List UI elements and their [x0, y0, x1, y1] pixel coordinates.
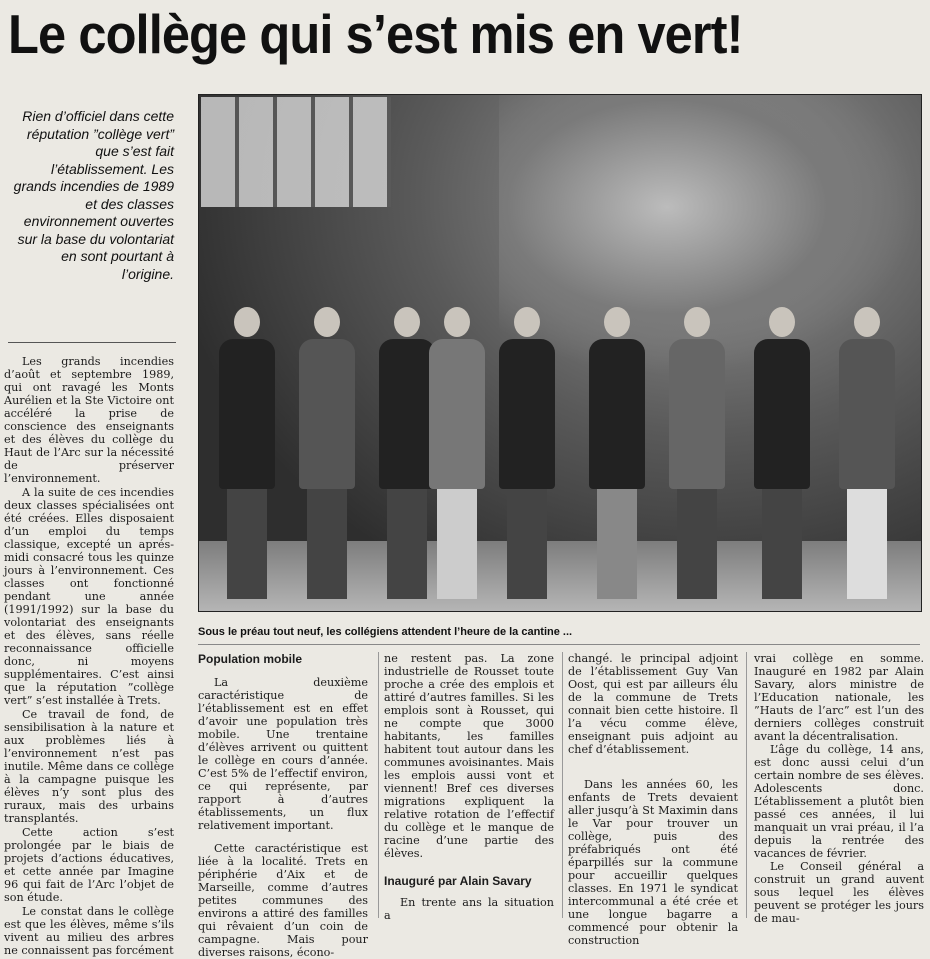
- article-column-1: [198, 652, 368, 959]
- column-paragraph: En trente ans la situation a: [384, 896, 554, 922]
- column-paragraph: ne restent pas. La zone industrielle de Rousset toute proche a crée des emplois et attiré d’autres familles. Si les emplois sont à Rousset, qui ne compte que 3000 habitants, les familles habitent tout autour dans les communes avoisinantes. Mais les emplois aussi vont et viennent! Bref ces diverses migrations expliquent la relative rotation de l’effectif du collège et le manque de racine d’une partie des élèves.: [384, 652, 554, 860]
- left-paragraph: A la suite de ces incendies deux classes spécialisées ont été créées. Elles disposaient d’un emploi du temps classique, excepté un aprés-midi consacré tous les quinze jours à l’environnement. Ces classes ont fonctionné pendant une année (1991/1992) sur la base du volontariat des enseignants et des élèves, sans réelle reconnaissance officielle donc, ni moyens supplémentaires. C’est ainsi que la réputation ”collège vert” s’est installée à Trets.: [4, 486, 174, 707]
- article-column-2: [384, 652, 554, 920]
- student-figure: [754, 307, 810, 599]
- student-figure: [839, 307, 895, 599]
- column-divider: [378, 652, 379, 918]
- lead-paragraph: Rien d’officiel dans cette réputation ”collège vert” que s’est fait l’établissement. Les grands incendies de 1989 et des classes environnement ouvertes sur la base du volontariat en sont pourtant à l’origine.: [13, 108, 174, 282]
- subhead-population: Population mobile: [198, 652, 302, 666]
- left-paragraph: Le constat dans le collège est que les élèves, même s’ils vivent au milieu des arbres ne connaissent pas forcément: [4, 905, 174, 957]
- student-figure: [669, 307, 725, 599]
- student-figure: [589, 307, 645, 599]
- column-divider: [746, 652, 747, 918]
- lead-divider: [8, 342, 176, 343]
- column-paragraph: vrai collège en somme. Inauguré en 1982 par Alain Savary, alors ministre de l’Education nationale, les ”Hauts de l’arc” est l’un des derniers collèges construit avant la décentralisation.: [754, 652, 924, 743]
- caption-divider: [198, 644, 920, 645]
- column-divider: [562, 652, 563, 918]
- group-photo: [198, 94, 922, 612]
- student-figure: [299, 307, 355, 599]
- headline: Le collège qui s’est mis en vert!: [8, 3, 743, 65]
- student-figure: [379, 307, 435, 599]
- column-paragraph: La deuxième caractéristique de l’établissement est en effet d’avoir une population très mobile. Une trentaine d’élèves arrivent ou quittent le collège en cours d’année. C’est 5% de l’effectif environ, ce qui représente, par rapport à d’autres établissements, un flux relativement important.: [198, 676, 368, 832]
- left-paragraph: Ce travail de fond, de sensibilisation à la nature et aux problèmes liés à l’environnement n’est pas inutile. Même dans ce collège à la campagne puisque les élèves n’y sont plus des ruraux, mais des urbains transplantés.: [4, 708, 174, 825]
- column-paragraph: Cette caractéristique est liée à la localité. Trets en périphérie d’Aix et de Marseille, comme d’autres petites communes des environs a attiré des familles qui rêvaient d’un coin de campagne. Mais pour diverses raisons, écono-: [198, 842, 368, 959]
- left-column: [4, 355, 174, 957]
- article-column-4: [754, 652, 924, 925]
- student-figure: [219, 307, 275, 599]
- left-paragraph: Cette action s’est prolongée par le biais de projets d’actions éducatives, et cette année par Imagine 96 qui fait de l’Arc l’objet de son étude.: [4, 826, 174, 904]
- column-paragraph: L’âge du collège, 14 ans, est donc aussi celui d’un certain nombre de ses élèves. Adolescents donc. L’établissement a plutôt bien passé ces années, il lui manquait un vrai préau, il l’a depuis la rentrée des vacances de février.: [754, 743, 924, 860]
- column-paragraph: Dans les années 60, les enfants de Trets devaient aller jusqu’à St Maximin dans le Var pour trouver un collège, puis des préfabriqués ont été éparpillés sur la commune pour accueillir quelques classes. En 1971 le syndicat intercommunal a été crée et une longue bagarre a commencé pour obtenir la construction: [568, 778, 738, 947]
- photo-caption: Sous le préau tout neuf, les collégiens attendent l’heure de la cantine ...: [198, 626, 573, 638]
- left-paragraph: Les grands incendies d’août et septembre 1989, qui ont ravagé les Monts Aurélien et la Ste Victoire ont accéléré la prise de conscience des enseignants et des élèves du collège du Haut de l’Arc sur la nécessité de préserver l’environnement.: [4, 355, 174, 485]
- subhead-inaugure: Inauguré par Alain Savary: [384, 874, 532, 888]
- student-figure: [499, 307, 555, 599]
- column-paragraph: Le Conseil général a construit un grand auvent sous lequel les élèves peuvent se protéger les jours de mau-: [754, 860, 924, 925]
- student-figure: [429, 307, 485, 599]
- column-paragraph: changé. le principal adjoint de l’établissement Guy Van Oost, qui est par ailleurs élu de la commune de Trets connait bien cette histoire. Il l’a vécu comme élève, enseignant puis adjoint au chef d’établissement.: [568, 652, 738, 756]
- article-column-3: [568, 652, 738, 947]
- photo-window: [201, 97, 391, 207]
